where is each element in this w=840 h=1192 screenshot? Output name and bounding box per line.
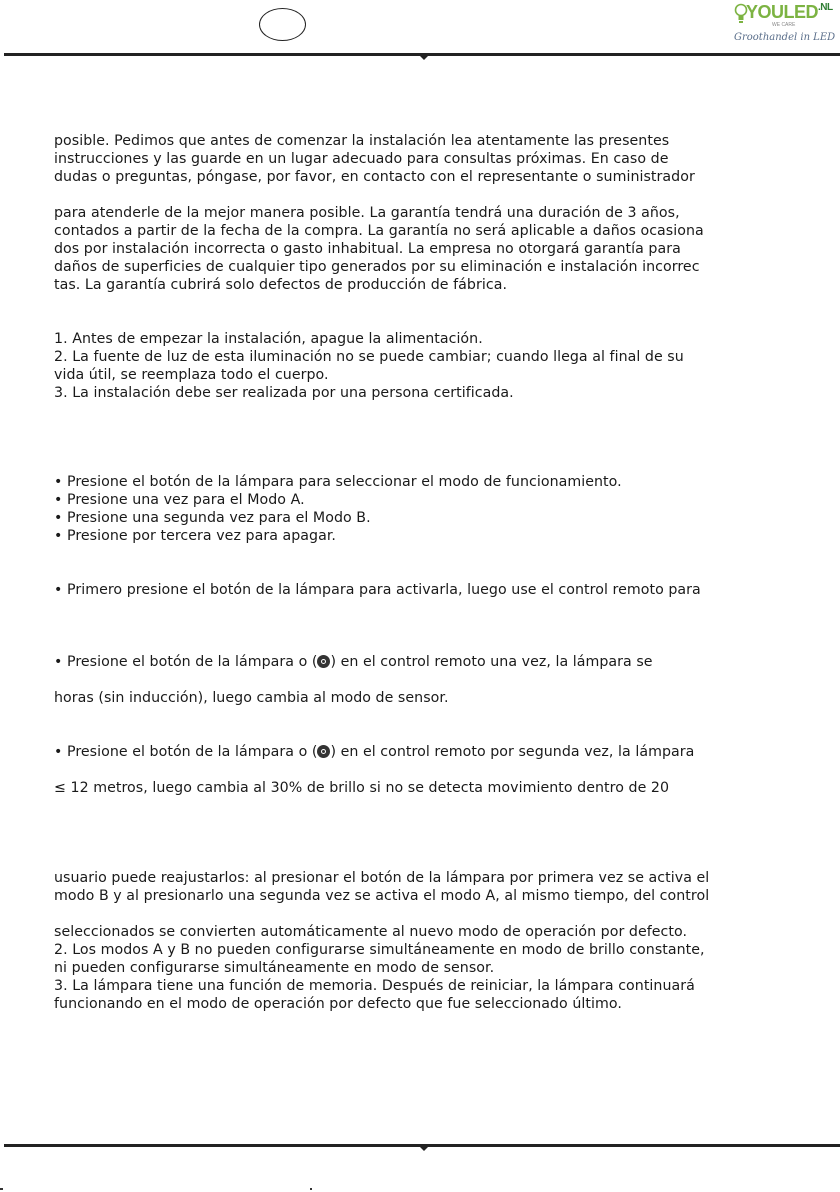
youled-logo	[734, 2, 836, 48]
text-line: 1. Antes de empezar la instalación, apague la alimentación.	[54, 331, 483, 347]
footer-mark	[310, 1188, 312, 1190]
text-line: 3. La lámpara tiene una función de memoria. Después de reiniciar, la lámpara continuará	[54, 978, 695, 994]
text-line: modo B y al presionarlo una segunda vez se activa el modo A, al mismo tiempo, del control	[54, 888, 710, 904]
text-line: daños de superficies de cualquier tipo generados por su eliminación e instalación incorrec	[54, 259, 700, 275]
text-line: tas. La garantía cubrirá solo defectos de producción de fábrica.	[54, 277, 508, 293]
logo-word: $YOULED^{.NL}$	[746, 2, 833, 22]
text-line: dos por instalación incorrecta o gasto inhabitual. La empresa no otorgará garantía para	[54, 241, 681, 257]
bullet-line: • Presione por tercera vez para apagar.	[54, 528, 336, 544]
page-number-oval	[259, 8, 306, 41]
text-line: vida útil, se reemplaza todo el cuerpo.	[54, 367, 329, 383]
text-line: para atenderle de la mejor manera posible. La garantía tendrá una duración de 3 años,	[54, 205, 680, 221]
text-line: posible. Pedimos que antes de comenzar la instalación lea atentamente las presentes	[54, 133, 670, 149]
bullet-line: • Presione una vez para el Modo A.	[54, 492, 305, 508]
bullet-line: • Presione el botón de la lámpara para seleccionar el modo de funcionamiento.	[54, 474, 622, 490]
header-rule-notch	[420, 56, 428, 60]
text-line: horas (sin inducción), luego cambia al modo de sensor.	[54, 690, 449, 706]
footer-mark	[0, 1188, 3, 1190]
text-line: ni pueden configurarse simultáneamente en modo de sensor.	[54, 960, 495, 976]
bullet-line: • Presione el botón de la lámpara o ( ) en el control remoto por segunda vez, la lámpara	[54, 744, 695, 760]
bullet-line: • Presione el botón de la lámpara o ( ) en el control remoto una vez, la lámpara se	[54, 654, 653, 670]
bullet-line: • Primero presione el botón de la lámpara para activarla, luego use el control remoto para	[54, 582, 701, 598]
text-line: 3. La instalación debe ser realizada por una persona certificada.	[54, 385, 514, 401]
logo-tagline: Groothandel in LED	[734, 32, 836, 43]
text-line: usuario puede reajustarlos: al presionar el botón de la lámpara por primera vez se activa el	[54, 870, 710, 886]
text-line: 2. Los modos A y B no pueden configurarse simultáneamente en modo de brillo constante,	[54, 942, 705, 958]
text-line: 2. La fuente de luz de esta iluminación no se puede cambiar; cuando llega al final de su	[54, 349, 684, 365]
text-line: contados a partir de la fecha de la compra. La garantía no será aplicable a daños ocasiona	[54, 223, 704, 239]
text-line: dudas o preguntas, póngase, por favor, en contacto con el representante o suministrador	[54, 169, 695, 185]
text-line: funcionando en el modo de operación por defecto que fue seleccionado último.	[54, 996, 622, 1012]
bullet-line: • Presione una segunda vez para el Modo B.	[54, 510, 371, 526]
sensor-button-icon	[317, 745, 330, 758]
footer-rule-notch	[420, 1147, 428, 1151]
logo-care: WE CARE	[772, 22, 796, 28]
sensor-button-icon	[317, 655, 330, 668]
text-line: instrucciones y las guarde en un lugar adecuado para consultas próximas. En caso de	[54, 151, 669, 167]
text-line: seleccionados se convierten automáticamente al nuevo modo de operación por defecto.	[54, 924, 688, 940]
text-line: ≤ 12 metros, luego cambia al 30% de brillo si no se detecta movimiento dentro de 20	[54, 780, 670, 796]
